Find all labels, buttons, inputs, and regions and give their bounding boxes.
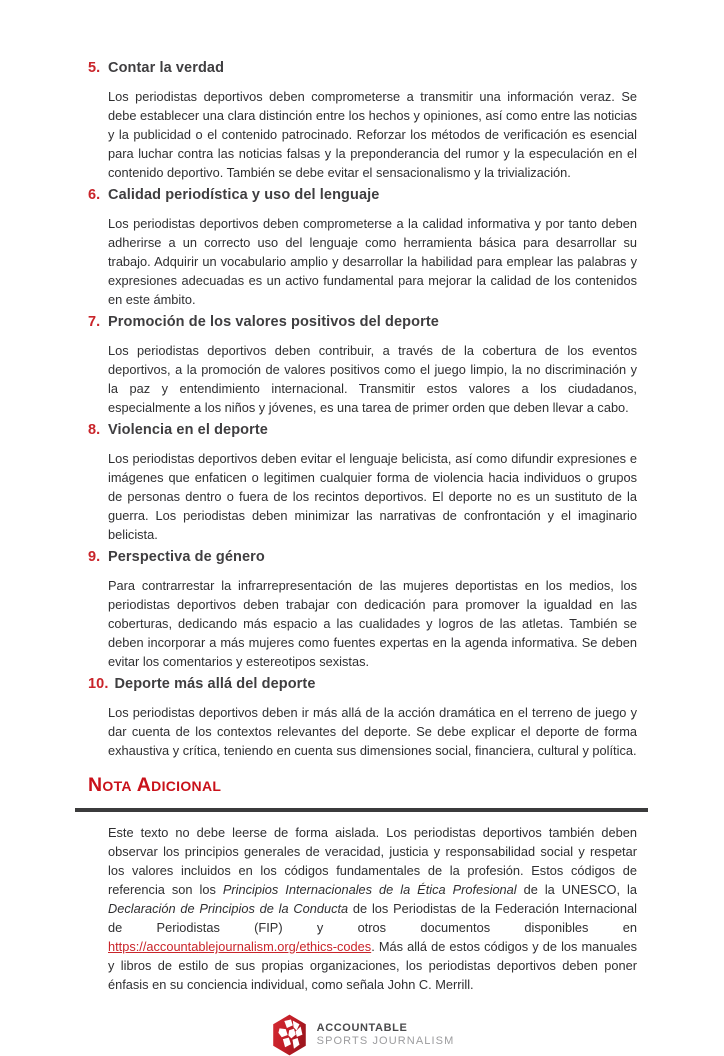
section-title: Deporte más allá del deporte xyxy=(114,676,316,692)
ethics-codes-link[interactable]: https://accountablejournalism.org/ethics-codes xyxy=(108,939,372,954)
section-9 xyxy=(88,549,637,671)
accountable-sports-journalism-logo xyxy=(88,1014,637,1056)
italic-reference-text: Declaración de Principios de la Conducta xyxy=(108,901,349,916)
section-5 xyxy=(88,60,637,182)
logo-wordmark-line2: SPORTS JOURNALISM xyxy=(316,1035,455,1047)
logo-wordmark-line1: ACCOUNTABLE xyxy=(316,1022,408,1034)
hexagon-shatter-icon xyxy=(271,1014,308,1056)
section-title: Perspectiva de género xyxy=(108,549,265,565)
horizontal-rule xyxy=(75,808,648,812)
section-paragraph: Los periodistas deportivos deben ir más allá de la acción dramática en el terreno de juego y dar cuenta de los contextos relevantes del deporte. Se debe explicar el deporte de forma exhaustiva y crítica, teniendo en cuenta sus dimensiones social, financiera, cultural y política. xyxy=(108,705,637,758)
additional-note-section xyxy=(88,774,637,994)
section-heading xyxy=(88,187,637,204)
section-number: 10. xyxy=(88,676,109,692)
section-number: 7. xyxy=(88,314,101,330)
section-number: 9. xyxy=(88,549,101,565)
section-heading xyxy=(88,549,637,566)
section-heading xyxy=(88,422,637,439)
section-paragraph: Los periodistas deportivos deben comprometerse a la calidad informativa y por tanto deben adherirse a un correcto uso del lenguaje como herramienta básica para desarrollar su trabajo. Adquirir un vocabulario amplio y desarrollar la habilidad para emplear las palabras y expresiones adecuadas es un activo fundamental para mejorar la calidad de los contenidos en este ámbito. xyxy=(108,216,637,307)
section-10 xyxy=(88,676,637,760)
section-title: Contar la verdad xyxy=(108,60,225,76)
section-paragraph: Para contrarrestar la infrarrepresentación de las mujeres deportistas en los medios, los periodistas deportivos deben trabajar con dedicación para promover la igualdad en las coberturas, dedicando más espacio a las cualidades y logros de las atletas. También se deben incorporar a más mujeres como fuentes expertas en la agenda informativa. Se deben evitar los comentarios y estereotipos sexistas. xyxy=(108,578,637,669)
italic-reference-text: Principios Internacionales de la Ética Profesional xyxy=(222,882,517,897)
section-heading xyxy=(88,676,637,693)
section-title: Violencia en el deporte xyxy=(108,422,268,438)
section-number: 8. xyxy=(88,422,101,438)
section-heading xyxy=(88,314,637,331)
section-number: 6. xyxy=(88,187,101,203)
section-heading xyxy=(88,60,637,77)
section-number: 5. xyxy=(88,60,101,76)
section-title: Promoción de los valores positivos del deporte xyxy=(108,314,439,330)
section-6 xyxy=(88,187,637,309)
section-paragraph: Los periodistas deportivos deben contribuir, a través de la cobertura de los eventos deportivos, a la promoción de valores positivos como el juego limpio, la no discriminación y la paz y entendimiento internacional. Transmitir estos valores a los ciudadanos, especialmente a los niños y jóvenes, es una tarea de primer orden que deben llevar a cabo. xyxy=(108,343,637,415)
section-paragraph: Los periodistas deportivos deben evitar el lenguaje belicista, así como difundir expresiones e imágenes que enfaticen o legitimen cualquier forma de violencia hacia individuos o grupos de personas dentro o fuera de los recintos deportivos. El deporte no es un sustituto de la guerra. Los periodistas deben minimizar las narrativas de confrontación y el imaginario belicista. xyxy=(108,451,637,542)
section-title: Calidad periodística y uso del lenguaje xyxy=(108,187,380,203)
section-8 xyxy=(88,422,637,544)
note-title: Nota Adicional xyxy=(88,774,222,796)
note-paragraph: Este texto no debe leerse de forma aislada. Los periodistas deportivos también deben observar los principios generales de veracidad, justicia y responsabilidad social y respetar los valores incluidos en los códigos fundamentales de la profesión. Estos códigos de referencia son los Principios Internacionales de la Ética Profesional de la UNESCO, la Declaración de Principios de la Conducta de los Periodistas de la Federación Internacional de Periodistas (FIP) y otros documentos disponibles en https://accountablejournalism.org/ethics-codes. Más allá de estos códigos y de los manuales y libros de estilo de sus propias organizaciones, los periodistas deportivos deben poner énfasis en su conciencia individual, como señala John C. Merrill. xyxy=(108,825,637,992)
section-7 xyxy=(88,314,637,417)
logo-text xyxy=(317,1022,455,1048)
section-paragraph: Los periodistas deportivos deben comprometerse a transmitir una información veraz. Se debe establecer una clara distinción entre los hechos y opiniones, así como entre las noticias y la publicidad o el contenido patrocinado. Reforzar los métodos de verificación es esencial para luchar contra las noticias falsas y la preponderancia del rumor y la especulación en el contenido deportivo. También se debe evitar el sensacionalismo y la trivialización. xyxy=(108,89,637,180)
